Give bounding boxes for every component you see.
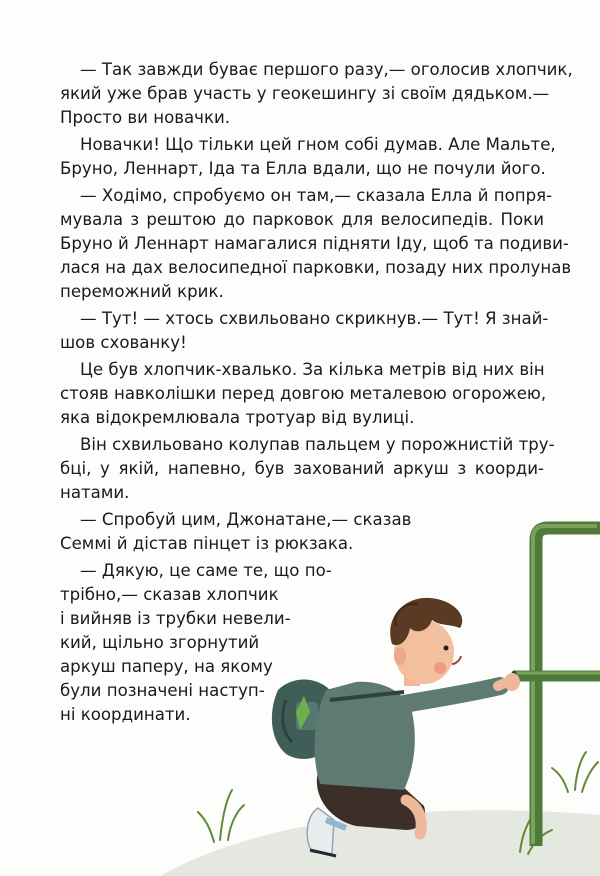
text-line: стояв навколішки перед довгою металевою огорожею,: [60, 384, 547, 403]
text-line: натами.: [60, 483, 130, 502]
text-line: — Так завжди буває першого разу,— оголосив хлопчик,: [80, 60, 573, 79]
text-line: трібно,— сказав хлопчик: [60, 585, 279, 604]
text-line: шов схованку!: [60, 333, 187, 352]
text-line: кий, щільно згорнутий: [60, 633, 260, 652]
text-line: аркуш паперу, на якому: [60, 657, 273, 676]
text-line: Бруно й Леннарт намагалися підняти Іду, щоб та подиви-: [60, 234, 569, 253]
text-line: були позначені наступ-: [60, 681, 265, 700]
text-line: Він схвильовано колупав пальцем у порожнистій тру-: [80, 435, 555, 454]
text-line: бці, у якій, напевно, був захований аркуш з коорди-: [60, 459, 544, 478]
text-line: переможний крик.: [60, 282, 224, 301]
text-line: Просто ви новачки.: [60, 108, 231, 127]
text-line: — Тут! — хтось схвильовано скрикнув.— Тут! Я знай-: [80, 309, 549, 328]
text-line: лася на дах велосипедної парковки, позаду них пролунав: [60, 258, 572, 277]
text-line: мувала з рештою до парковок для велосипедів. Поки: [60, 210, 544, 229]
text-line: — Спробуй цим, Джонатане,— сказав: [80, 510, 412, 529]
text-line: Новачки! Що тільки цей гном собі думав. Але Мальте,: [80, 135, 556, 154]
text-line: ні координати.: [60, 705, 191, 724]
text-line: який уже брав участь у геокешингу зі своїм дядьком.—: [60, 84, 550, 103]
text-line: Семмі й дістав пінцет із рюкзака.: [60, 534, 354, 553]
text-line: Це був хлопчик-хвалько. За кілька метрів від них він: [80, 360, 545, 379]
text-line: яка відокремлювала тротуар від вулиці.: [60, 408, 415, 427]
text-line: — Ходімо, спробуємо он там,— сказала Елла й попря-: [80, 186, 553, 205]
text-line: Бруно, Леннарт, Іда та Елла вдали, що не почули його.: [60, 159, 546, 178]
text-line: — Дякую, це саме те, що по-: [80, 561, 332, 580]
text-line: і вийняв із трубки невели-: [60, 609, 291, 628]
